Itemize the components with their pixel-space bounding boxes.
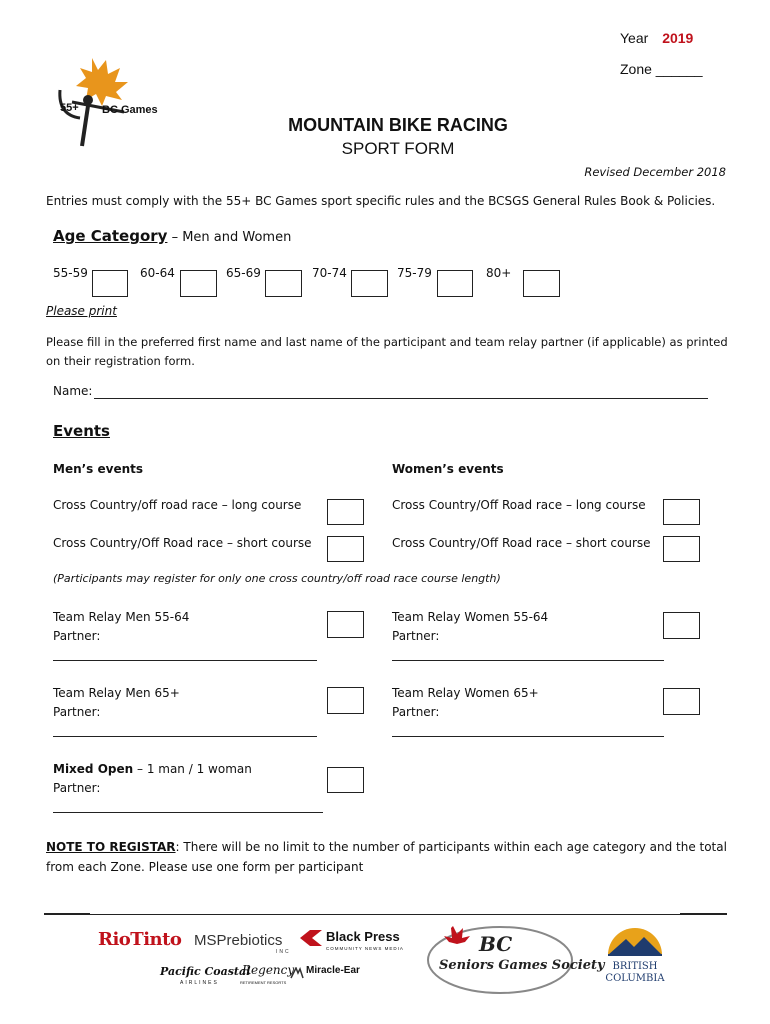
relay-men-5564-checkbox[interactable]	[327, 611, 364, 638]
blackpress-sub: COMMUNITY NEWS MEDIA	[326, 946, 404, 951]
age-checkbox-70-74[interactable]	[351, 270, 388, 297]
mixed-open-checkbox[interactable]	[327, 767, 364, 793]
registar-note	[46, 837, 736, 877]
blackpress-text: Black Press	[326, 929, 400, 944]
footer-divider-right-accent	[680, 913, 727, 915]
mixed-open-partner-label: Partner:	[53, 781, 101, 795]
age-checkbox-80plus[interactable]	[523, 270, 560, 297]
relay-men-5564-partner-label: Partner:	[53, 629, 101, 643]
footer-divider-left-accent	[44, 913, 90, 915]
relay-women-65-label: Team Relay Women 65+	[392, 686, 539, 700]
age-label-70-74: 70-74	[312, 266, 347, 280]
age-checkbox-75-79[interactable]	[437, 270, 473, 297]
miracle-ear-icon	[290, 967, 304, 979]
bcsgs-name-text: Seniors Games Society	[439, 958, 605, 973]
msprebiotics-logo: MSPrebiotics	[194, 932, 283, 949]
mixed-open-partner-line[interactable]	[53, 812, 323, 813]
age-label-75-79: 75-79	[397, 266, 432, 280]
womens-short-label: Cross Country/Off Road race – short course	[392, 536, 651, 550]
relay-men-65-label: Team Relay Men 65+	[53, 686, 180, 700]
relay-women-5564-checkbox[interactable]	[663, 612, 700, 639]
logo-text-55: 55+	[60, 102, 79, 114]
age-label-80plus: 80+	[486, 266, 512, 280]
year-label: Year	[620, 30, 649, 46]
relay-women-65-partner-line[interactable]	[392, 736, 664, 737]
logo-text-bcgames: BC Games	[102, 104, 158, 116]
age-checkbox-60-64[interactable]	[180, 270, 217, 297]
registar-note-text: : There will be no limit to the number of participants within each age category and the total from each Zone. Please use one form per participant	[46, 840, 727, 874]
british-columbia-logo	[598, 925, 672, 987]
miracle-ear-text: Miracle-Ear	[306, 965, 360, 976]
mens-long-checkbox[interactable]	[327, 499, 364, 525]
footer-divider	[44, 914, 727, 915]
mens-events-heading: Men’s events	[53, 462, 144, 476]
relay-women-5564-partner-label: Partner:	[392, 629, 440, 643]
msprebiotics-sub: INC	[276, 949, 291, 955]
womens-long-checkbox[interactable]	[663, 499, 700, 525]
relay-women-65-partner-label: Partner:	[392, 705, 440, 719]
regency-logo: Regency	[242, 963, 295, 977]
bc-text-2: COLUMBIA	[605, 973, 665, 984]
relay-women-65-checkbox[interactable]	[663, 688, 700, 715]
age-checkbox-65-69[interactable]	[265, 270, 302, 297]
age-label-65-69: 65-69	[226, 266, 261, 280]
intro-text: Entries must comply with the 55+ BC Games sport specific rules and the BCSGS General Rules Book & Policies.	[46, 194, 716, 208]
riotinto-logo: RioTinto	[98, 929, 182, 950]
womens-long-label: Cross Country/Off Road race – long course	[392, 498, 646, 512]
miracle-ear-logo	[290, 965, 360, 984]
regency-sub: RETIREMENT RESORTS	[240, 980, 287, 985]
blackpress-mark-icon	[300, 930, 322, 946]
relay-men-65-checkbox[interactable]	[327, 687, 364, 714]
relay-men-5564-partner-line[interactable]	[53, 660, 317, 661]
relay-men-5564-label: Team Relay Men 55-64	[53, 610, 190, 624]
bcsgs-bc-text: BC	[479, 932, 513, 956]
revised-date: Revised December 2018	[584, 165, 726, 179]
mixed-open-desc: – 1 man / 1 woman	[133, 762, 252, 776]
mixed-open-label: Mixed Open	[53, 762, 134, 776]
name-label: Name:	[53, 384, 93, 398]
age-checkbox-55-59[interactable]	[92, 270, 128, 297]
bcsgs-logo	[425, 920, 605, 996]
relay-men-65-partner-line[interactable]	[53, 736, 317, 737]
relay-men-65-partner-label: Partner:	[53, 705, 101, 719]
bc-sun-mountain-icon	[598, 925, 672, 963]
registar-note-label: NOTE TO REGISTAR	[46, 840, 176, 854]
mens-short-checkbox[interactable]	[327, 536, 364, 562]
relay-women-5564-partner-line[interactable]	[392, 660, 664, 661]
please-print: Please print	[46, 304, 117, 318]
age-label-60-64: 60-64	[140, 266, 175, 280]
course-note: (Participants may register for only one cross country/off road race course length)	[53, 572, 501, 585]
age-category-suffix: – Men and Women	[167, 230, 292, 245]
page-subtitle: SPORT FORM	[341, 139, 455, 158]
mens-short-label: Cross Country/Off Road race – short course	[53, 536, 312, 550]
age-label-55-59: 55-59	[53, 266, 88, 280]
womens-short-checkbox[interactable]	[663, 536, 700, 562]
womens-events-heading: Women’s events	[392, 462, 504, 476]
name-input-line[interactable]	[94, 398, 708, 399]
relay-women-5564-label: Team Relay Women 55-64	[392, 610, 549, 624]
pacific-coastal-sub: AIRLINES	[180, 980, 219, 986]
events-heading: Events	[53, 422, 110, 440]
blackpress-logo	[300, 929, 404, 951]
pacific-coastal-logo: Pacific Coastal	[160, 965, 251, 978]
bc-text-1: BRITISH	[612, 961, 658, 972]
zone-field[interactable]: Zone ______	[620, 61, 703, 77]
instructions-text: Please fill in the preferred first name and last name of the participant and team relay partner (if applicable) as printed on their registration form.	[46, 335, 728, 368]
mens-long-label: Cross Country/off road race – long course	[53, 498, 302, 512]
page-title: MOUNTAIN BIKE RACING	[288, 115, 508, 135]
age-category-heading: Age Category	[53, 227, 168, 245]
year-value: 2019	[662, 30, 694, 46]
